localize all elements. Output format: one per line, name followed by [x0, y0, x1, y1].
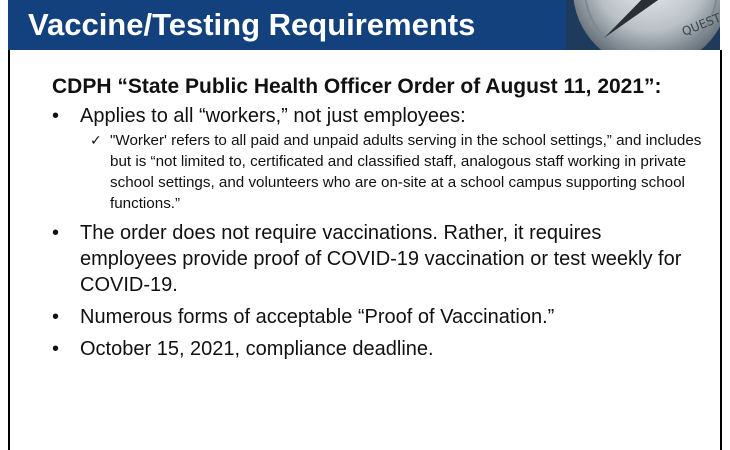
check-icon: ✓ — [90, 132, 102, 148]
list-item — [52, 220, 702, 298]
bullet-text: October 15, 2021, compliance deadline. — [80, 338, 434, 360]
bullet-icon: • — [52, 338, 60, 360]
list-item — [52, 103, 702, 129]
svg-text:QUEST: QUEST — [679, 10, 723, 39]
bullet-text: The order does not require vaccinations. Rather, it requires employees provide proof of COVID-19 vaccination or test weekly for COVID-19. — [80, 222, 682, 296]
section-heading: CDPH “State Public Health Officer Order of August 11, 2021”: — [52, 75, 662, 98]
bullet-icon: • — [52, 306, 60, 328]
compass-icon — [566, 0, 723, 50]
list-item — [52, 336, 702, 362]
sub-bullet-text: "Worker' refers to all paid and unpaid adults serving in the school settings,” and includes but is “not limited to, certificated and classified staff, analogous staff working in private school settings, and volunteers who are on-site at a school campus supporting school functions.” — [110, 132, 702, 212]
list-item — [52, 304, 702, 330]
bullet-icon: • — [52, 222, 60, 244]
sub-list-item — [90, 130, 702, 214]
bullet-text: Numerous forms of acceptable “Proof of Vaccination.” — [80, 306, 555, 328]
slide-content — [52, 72, 702, 362]
title-banner — [8, 0, 723, 50]
bullet-text: Applies to all “workers,” not just employees: — [80, 105, 466, 127]
bullet-icon: • — [52, 105, 60, 127]
slide-title: Vaccine/Testing Requirements — [28, 7, 476, 42]
